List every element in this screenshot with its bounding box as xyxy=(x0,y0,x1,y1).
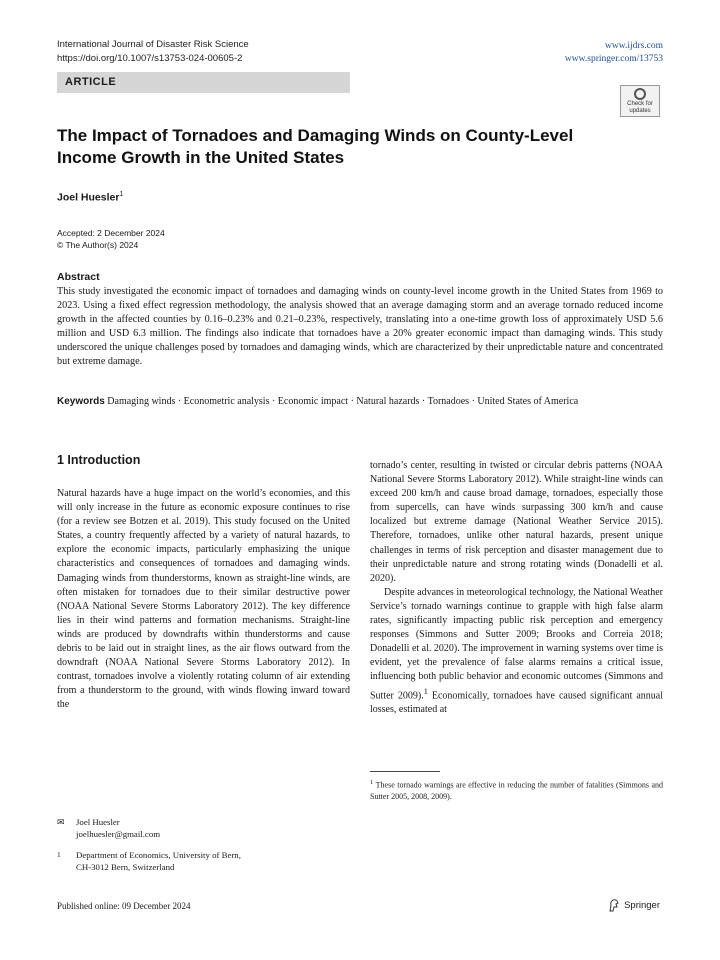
footnote-text: These tornado warnings are effective in reducing the number of fatalities (Simmons and Sutter 2005, 2008, 2009). xyxy=(370,780,663,801)
author-name[interactable]: Joel Huesler xyxy=(57,191,120,204)
abstract-text: This study investigated the economic impact of tornadoes and damaging winds on county-level income growth in the United States from 1969 to 2023. Using a fixed effect regression methodology, the analysis showed that an average damaging storm and an average tornado reduced income growth in the affected counties by 0.16–0.23% and 0.21–0.23%, respectively, translating into a one-time growth loss of approximately USD 5.6 million and USD 6.3 million. The findings also indicate that tornadoes have a 20% greater economic impact than damaging winds. This study underscored the unique challenges posed by tornadoes and damaging winds, which are characterized by their unpredictable nature and concentrated but extreme damage. xyxy=(57,286,663,367)
keywords-list: Damaging winds · Econometric analysis · Economic impact · Natural hazards · Tornadoes · United States of America xyxy=(107,396,579,407)
footnote-ref-1[interactable]: 1 xyxy=(423,686,428,696)
intro-paragraph-1: Natural hazards have a huge impact on the world’s economies, and this will only increase in the future as economic exposure continues to rise (for a review see Botzen et al. 2019). This study focused on the United States, a country frequently affected by a variety of natural hazards, to explore the economic impacts, particularly emphasizing the unique characteristics and consequences of tornadoes and damaging winds. Damaging winds from thunderstorms, known as straight-line winds, are often mistaken for tornadoes due to their similar destructive power (NOAA National Severe Storms Laboratory 2012). The key difference lies in their wind patterns and formation mechanisms. Straight-line winds are produced by downdrafts within thunderstorms and cause debris to be laid out in straight lines, as the air flows outward from the downdraft (NOAA National Severe Storms Laboratory 2012). In contrast, tornadoes involve a violently rotating column of air extending from a thunderstorm to the ground, with winds flowing inward toward the xyxy=(57,488,350,711)
check-for-updates-badge[interactable] xyxy=(620,85,660,117)
journal-url-link[interactable]: www.ijdrs.com xyxy=(605,41,663,51)
intro-paragraph-2-text: Despite advances in meteorological technology, the National Weather Service’s tornado warnings continue to grapple with high false alarm rates, significantly impacting public risk perception and emergency responses (Simmons and Sutter 2009; Brooks and Correia 2018; Donadelli et al. 2020). The improvement in warning systems over time is evident, yet the prevalence of false alarms remains a critical issue, influencing both public behavior and economic outcomes (Simmons and Sutter 2009). xyxy=(370,586,663,701)
footnote xyxy=(370,777,663,802)
contact-email[interactable]: joelhuesler@gmail.com xyxy=(76,829,161,839)
check-updates-icon xyxy=(634,88,646,100)
intro-paragraph-2-end: Economically, tornadoes have caused significant annual losses, estimated at xyxy=(370,689,663,715)
section-heading-introduction: 1 Introduction xyxy=(57,453,141,467)
article-type-banner: ARTICLE xyxy=(57,72,350,93)
journal-urls xyxy=(565,40,663,66)
springer-wordmark: Springer xyxy=(624,900,660,911)
abstract-heading: Abstract xyxy=(57,271,100,283)
intro-column-right xyxy=(370,459,663,717)
article-dates xyxy=(57,227,165,251)
springer-logo xyxy=(608,899,660,912)
contact-name: Joel Huesler xyxy=(76,817,120,827)
affiliation-dept: Department of Economics, University of Bern, xyxy=(76,850,241,860)
intro-paragraph-1-cont: tornado’s center, resulting in twisted or circular debris patterns (NOAA National Severe Storms Laboratory 2012). While straight-line winds can exceed 200 km/h and cause broad damage, tornadoes, especially those from supercells, can have winds surpassing 300 km/h and cause localized but extreme damage (National Weather Service 2015). Therefore, tornadoes, unlike other natural hazards, present unique challenges in terms of risk perception and disaster management due to their unpredictable nature and strong rotating winds (Donadelli et al. 2020). xyxy=(370,460,663,584)
author-affil-mark: 1 xyxy=(119,191,124,198)
keywords xyxy=(57,395,663,409)
springer-horse-icon xyxy=(608,899,620,912)
affiliation-city: CH-3012 Bern, Switzerland xyxy=(76,862,175,872)
keywords-label: Keywords xyxy=(57,396,105,407)
footnote-divider xyxy=(370,771,440,772)
intro-column-left xyxy=(57,487,350,713)
copyright-line: © The Author(s) 2024 xyxy=(57,240,139,250)
intro-paragraph-2 xyxy=(370,586,663,717)
article-title: The Impact of Tornadoes and Damaging Winds on County-Level Income Growth in the United States xyxy=(57,126,574,167)
journal-name: International Journal of Disaster Risk Science xyxy=(57,39,249,50)
affiliation-mark: 1 xyxy=(57,850,61,859)
check-updates-label: Check for updates xyxy=(627,101,653,114)
springer-url-link[interactable]: www.springer.com/13753 xyxy=(564,54,663,64)
envelope-icon: ✉ xyxy=(57,817,65,827)
published-online-date: Published online: 09 December 2024 xyxy=(57,901,191,911)
author-line xyxy=(57,191,123,204)
accepted-date: Accepted: 2 December 2024 xyxy=(57,228,165,238)
doi-link[interactable]: https://doi.org/10.1007/s13753-024-00605-2 xyxy=(57,53,243,64)
footnote-mark: 1 xyxy=(370,779,374,786)
author-contact xyxy=(57,816,241,873)
journal-header xyxy=(57,38,249,66)
